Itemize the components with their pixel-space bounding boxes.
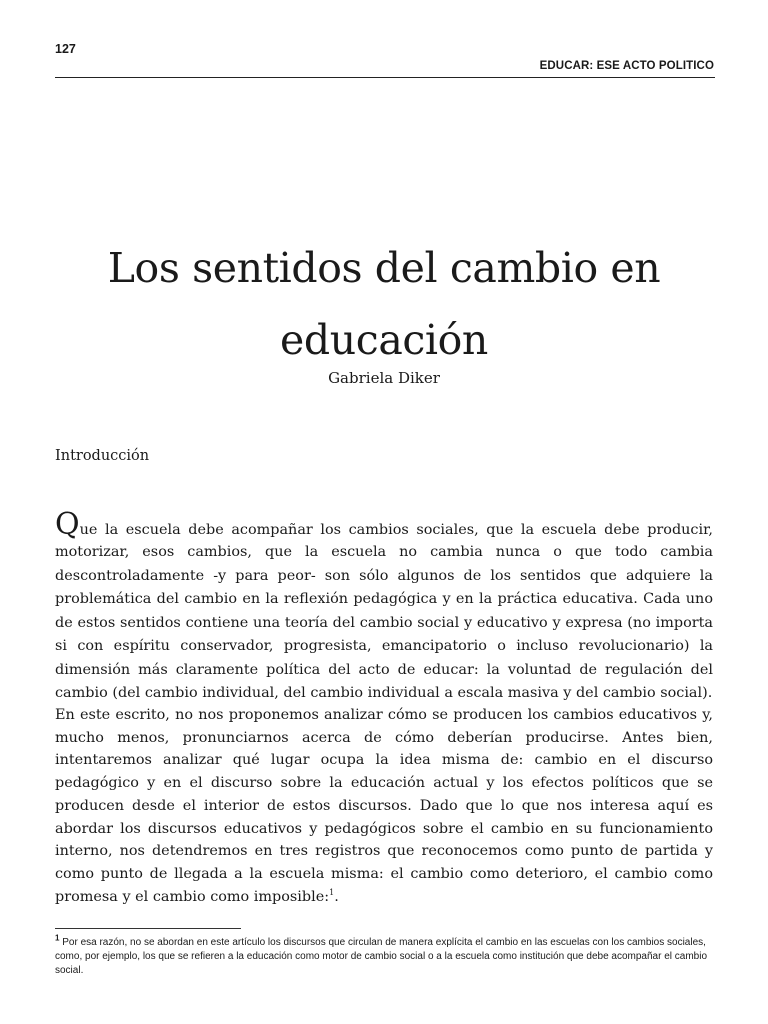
- footnote: [55, 933, 717, 978]
- first-line-word: los: [320, 522, 342, 538]
- running-head: EDUCAR: ESE ACTO POLITICO: [539, 60, 714, 72]
- footnote-text: Por esa razón, no se abordan en este artículo los discursos que circulan de manera explícita el cambio en las escuelas con los cambios sociales, como, por ejemplo, los que se refieren a la educación como motor de cambio social o a la escuela como institución que debe acompañar el cambio social.: [55, 937, 708, 976]
- footnote-reference[interactable]: 1: [329, 887, 335, 897]
- first-line-word: acompañar: [231, 522, 313, 538]
- paragraph-intro: [55, 507, 713, 706]
- footnote-rule: [55, 928, 241, 929]
- paragraph-first-line: [55, 507, 713, 542]
- chapter-title-line-2: educación: [280, 316, 488, 364]
- section-heading: Introducción: [55, 448, 150, 464]
- author-name: Gabriela Diker: [328, 369, 440, 387]
- drop-letter: Q: [55, 507, 80, 542]
- first-line-word: Que: [55, 507, 98, 542]
- first-line-word: escuela: [541, 522, 597, 538]
- first-line-word: la: [104, 522, 119, 538]
- first-line-word: sociales,: [416, 522, 479, 538]
- first-line-word: producir,: [647, 522, 713, 538]
- paragraph-scope: [55, 704, 713, 908]
- first-line-word: la: [520, 522, 535, 538]
- paragraph-scope-text: En este escrito, no nos proponemos analizar cómo se producen los cambios educativos y, mucho menos, pronunciarnos acerca de cómo deberían producirse. Antes bien, intentaremos analizar qué lugar ocupa la idea misma de: cambio en el discurso pedagógico y en el discurso sobre la educación actual y los efectos políticos que se producen desde el interior de estos discursos. Dado que lo que nos interesa aquí es abordar los discursos educativos y pedagógicos sobre el cambio en su funcionamiento interno, nos detendremos en tres registros que reconocemos como punto de partida y como punto de llegada a la escuela misma: el cambio como deterioro, el cambio como promesa y el cambio como imposible:: [55, 707, 713, 905]
- footnote-number: 1: [55, 933, 60, 943]
- first-line-word: escuela: [125, 522, 181, 538]
- paragraph-intro-text: motorizar, esos cambios, que la escuela no cambia nunca o que todo cambia descontroladamente -y para peor- son sólo algunos de los sentidos que adquiere la problemática del cambio en la reflexión pedagógica y en la práctica educativa. Cada uno de estos sentidos contiene una teoría del cambio social y educativo y expresa (no importa si con espíritu conservador, progresista, emancipatorio o incluso revolucionario) la dimensión más claramente política del acto de educar: la voluntad de regulación del cambio (del cambio individual, del cambio individual a escala masiva y del cambio social).: [55, 544, 713, 701]
- first-line-word: debe: [604, 522, 640, 538]
- first-line-word: debe: [188, 522, 224, 538]
- page-number: 127: [55, 42, 76, 56]
- paragraph-scope-end: .: [334, 888, 339, 905]
- header-rule: [55, 77, 715, 78]
- chapter-title: [60, 232, 708, 376]
- chapter-title-line-1: Los sentidos del cambio en: [107, 244, 661, 292]
- first-line-word: que: [486, 522, 514, 538]
- first-line-word: cambios: [348, 522, 409, 538]
